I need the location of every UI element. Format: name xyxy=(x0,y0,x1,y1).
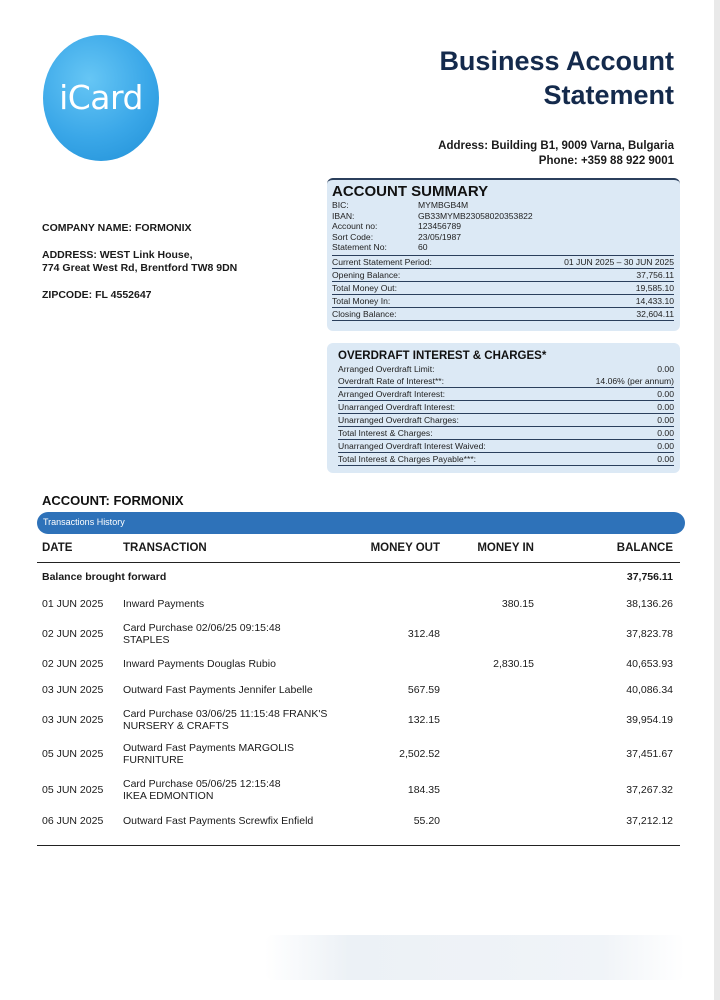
overdraft-line-label: Arranged Overdraft Interest: xyxy=(338,389,445,399)
summary-line-row xyxy=(332,282,674,295)
title-line-2: Statement xyxy=(543,80,674,110)
row-money-out: 567.59 xyxy=(407,683,440,696)
summary-line-label: Opening Balance: xyxy=(332,269,401,280)
summary-line-row xyxy=(332,295,674,308)
company-address-line-1: ADDRESS: WEST Link House, xyxy=(42,249,193,261)
overdraft-line-label: Total Interest & Charges Payable***: xyxy=(338,454,477,464)
row-money-out: 55.20 xyxy=(413,815,440,827)
page-edge xyxy=(714,0,720,1000)
summary-detail-value: 123456789 xyxy=(418,221,462,231)
row-transaction: Outward Fast Payments Screwfix Enfield xyxy=(123,815,314,827)
summary-line-row xyxy=(332,269,674,282)
overdraft-line-row xyxy=(338,401,674,414)
account-summary-title: ACCOUNT SUMMARY xyxy=(332,183,489,200)
table-header xyxy=(37,535,680,563)
row-date: 02 JUN 2025 xyxy=(42,658,104,670)
overdraft-panel xyxy=(327,343,680,473)
transactions-table xyxy=(37,535,680,834)
summary-line-value: 01 JUN 2025 – 30 JUN 2025 xyxy=(564,256,674,267)
table-row xyxy=(37,703,680,737)
table-row xyxy=(37,737,680,771)
row-date: 06 JUN 2025 xyxy=(42,815,104,827)
company-zipcode: ZIPCODE: FL 4552647 xyxy=(42,289,152,301)
row-money-out: 184.35 xyxy=(407,783,440,796)
bank-contact xyxy=(438,139,674,169)
bank-address: Address: Building B1, 9009 Varna, Bulgaria xyxy=(438,140,674,152)
overdraft-line-row xyxy=(338,453,674,466)
table-row xyxy=(37,591,680,616)
overdraft-line-value: 14.06% (per annum) xyxy=(595,376,674,386)
summary-line-label: Current Statement Period: xyxy=(332,256,432,267)
overdraft-line-label: Unarranged Overdraft Interest: xyxy=(338,402,456,412)
row-transaction: Inward Payments xyxy=(123,597,205,610)
header-balance: BALANCE xyxy=(616,542,673,554)
row-date: 05 JUN 2025 xyxy=(42,783,104,796)
summary-detail-value: 23/05/1987 xyxy=(418,231,462,242)
summary-line-value: 37,756.11 xyxy=(636,269,674,280)
row-transaction: Outward Fast Payments MARGOLIS FURNITURE xyxy=(123,742,294,766)
account-summary-panel xyxy=(327,178,680,331)
summary-detail-label: BIC: xyxy=(332,200,349,210)
summary-line-row xyxy=(332,308,674,321)
overdraft-line-value: 0.00 xyxy=(657,415,674,425)
company-name: COMPANY NAME: FORMONIX xyxy=(42,222,192,234)
summary-detail-row xyxy=(332,242,674,253)
overdraft-title: OVERDRAFT INTEREST & CHARGES* xyxy=(338,350,547,362)
summary-line-row xyxy=(332,255,674,269)
overdraft-line-row xyxy=(338,388,674,401)
summary-detail-label: Statement No: xyxy=(332,242,387,252)
row-money-out: 2,502.52 xyxy=(399,748,440,760)
summary-line-label: Total Money Out: xyxy=(332,282,397,293)
row-money-out: 132.15 xyxy=(407,714,440,726)
header-transaction: TRANSACTION xyxy=(123,542,207,554)
table-row xyxy=(37,808,680,834)
bank-phone: Phone: +359 88 922 9001 xyxy=(538,155,674,167)
summary-line-value: 14,433.10 xyxy=(635,295,674,306)
summary-line-value: 32,604.11 xyxy=(636,308,674,319)
overdraft-line-label: Total Interest & Charges: xyxy=(338,428,433,438)
company-address-line-2: 774 Great West Rd, Brentford TW8 9DN xyxy=(42,262,238,274)
overdraft-line-label: Arranged Overdraft Limit: xyxy=(338,364,435,374)
row-transaction: Card Purchase 03/06/25 11:15:48 FRANK'S NURSERY & CRAFTS xyxy=(123,708,328,732)
overdraft-line-row xyxy=(338,363,674,375)
row-money-out: 312.48 xyxy=(407,628,440,640)
summary-detail-row xyxy=(332,211,674,222)
row-balance: 37,212.12 xyxy=(626,815,673,827)
overdraft-line-value: 0.00 xyxy=(657,428,674,438)
row-transaction: Card Purchase 05/06/25 12:15:48 IKEA EDMONTION xyxy=(123,777,281,802)
balance-brought-forward-row xyxy=(37,563,680,591)
company-info xyxy=(42,222,237,302)
summary-line-value: 19,585.10 xyxy=(635,282,674,293)
header-date: DATE xyxy=(42,542,73,554)
transactions-history-bar: Transactions History xyxy=(37,512,685,534)
summary-line-label: Total Money In: xyxy=(332,295,391,306)
summary-detail-value: MYMBGB4M xyxy=(418,200,469,210)
row-balance: 37,267.32 xyxy=(626,783,673,796)
header-money-in: MONEY IN xyxy=(477,542,534,554)
summary-detail-label: Account no: xyxy=(332,221,378,231)
overdraft-line-row xyxy=(338,427,674,440)
row-transaction: Outward Fast Payments Jennifer Labelle xyxy=(123,683,313,696)
summary-detail-value: GB33MYMB23058020353822 xyxy=(418,210,533,221)
row-transaction: Inward Payments Douglas Rubio xyxy=(123,658,276,670)
table-row xyxy=(37,616,680,652)
table-bottom-rule xyxy=(37,845,680,846)
overdraft-line-row xyxy=(338,440,674,453)
overdraft-line-label: Overdraft Rate of Interest**: xyxy=(338,376,445,386)
overdraft-line-value: 0.00 xyxy=(657,364,674,374)
summary-detail-row xyxy=(332,200,674,211)
overdraft-line-label: Unarranged Overdraft Interest Waived: xyxy=(338,441,486,451)
summary-detail-row xyxy=(332,221,674,232)
brought-forward-balance: 37,756.11 xyxy=(626,571,673,583)
row-money-in: 380.15 xyxy=(501,597,534,610)
title-line-1: Business Account xyxy=(439,46,674,76)
summary-detail-row xyxy=(332,232,674,243)
account-title: ACCOUNT: FORMONIX xyxy=(42,493,184,508)
row-balance: 37,823.78 xyxy=(626,628,673,640)
row-date: 03 JUN 2025 xyxy=(42,714,104,726)
brought-forward-label: Balance brought forward xyxy=(42,571,167,583)
icard-logo xyxy=(43,35,159,161)
row-balance: 40,086.34 xyxy=(626,683,673,696)
summary-detail-label: Sort Code: xyxy=(332,231,374,242)
table-row xyxy=(37,652,680,676)
row-balance: 38,136.26 xyxy=(626,597,673,610)
overdraft-line-value: 0.00 xyxy=(657,441,674,451)
row-money-in: 2,830.15 xyxy=(493,658,534,670)
faint-smudge xyxy=(265,935,685,980)
row-balance: 40,653.93 xyxy=(626,658,673,670)
overdraft-line-value: 0.00 xyxy=(657,389,674,399)
row-balance: 39,954.19 xyxy=(626,714,673,726)
overdraft-line-value: 0.00 xyxy=(657,402,674,412)
overdraft-line-row xyxy=(338,414,674,427)
table-row xyxy=(37,676,680,703)
table-row xyxy=(37,771,680,808)
statement-title xyxy=(439,44,674,112)
row-date: 02 JUN 2025 xyxy=(42,628,104,640)
row-transaction: Card Purchase 02/06/25 09:15:48 STAPLES xyxy=(123,622,281,646)
summary-detail-label: IBAN: xyxy=(332,210,355,221)
row-date: 05 JUN 2025 xyxy=(42,748,104,760)
row-date: 01 JUN 2025 xyxy=(42,597,104,610)
overdraft-line-value: 0.00 xyxy=(657,454,674,464)
header-money-out: MONEY OUT xyxy=(370,542,440,554)
row-date: 03 JUN 2025 xyxy=(42,683,104,696)
overdraft-line-label: Unarranged Overdraft Charges: xyxy=(338,415,459,425)
summary-line-label: Closing Balance: xyxy=(332,308,397,319)
overdraft-line-row xyxy=(338,375,674,388)
logo-text: iCard xyxy=(59,78,143,117)
row-balance: 37,451.67 xyxy=(626,748,673,760)
summary-detail-value: 60 xyxy=(418,242,428,252)
